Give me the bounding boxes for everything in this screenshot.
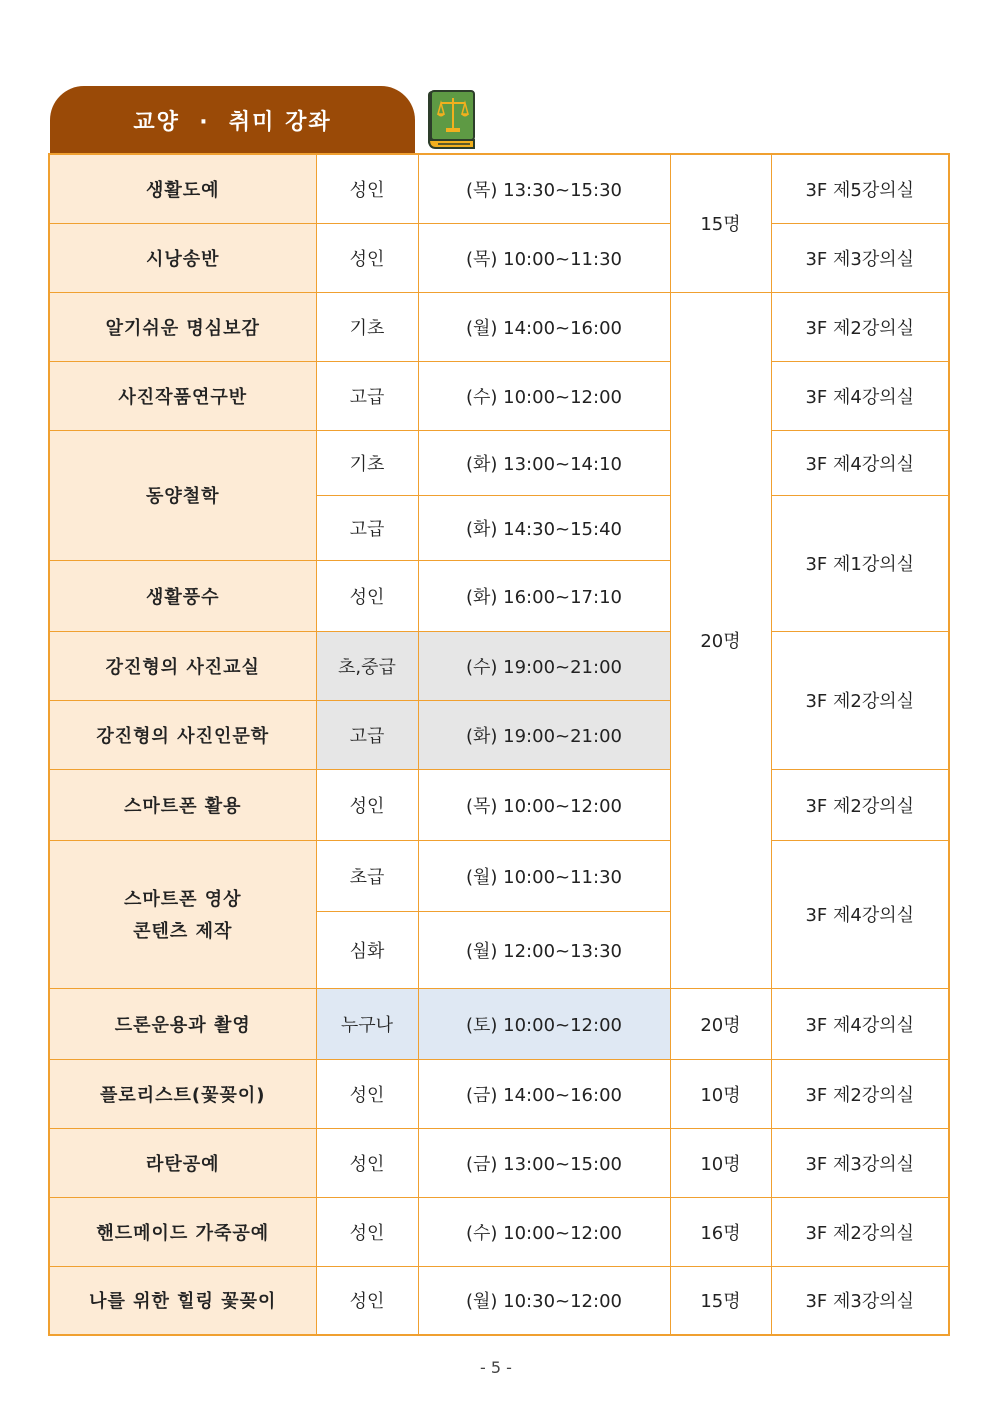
course-level: 기초: [316, 430, 418, 495]
course-level: 성인: [316, 1197, 418, 1266]
table-row: [49, 631, 949, 700]
course-capacity: 20명: [670, 292, 771, 988]
table-row: [49, 1197, 949, 1266]
course-level: 성인: [316, 769, 418, 840]
course-level: 성인: [316, 1059, 418, 1128]
course-room: 3F 제2강의실: [771, 631, 949, 769]
book-scales-icon: [426, 88, 478, 152]
course-room: 3F 제3강의실: [771, 223, 949, 292]
course-room: 3F 제2강의실: [771, 769, 949, 840]
course-room: 3F 제2강의실: [771, 1197, 949, 1266]
course-time: (수) 10:00~12:00: [418, 361, 670, 430]
course-room: 3F 제4강의실: [771, 988, 949, 1059]
course-time: (화) 16:00~17:10: [418, 560, 670, 631]
course-name: 강진형의 사진교실: [49, 631, 316, 700]
course-room: 3F 제3강의실: [771, 1266, 949, 1335]
table-row: [49, 988, 949, 1059]
course-room: 3F 제4강의실: [771, 361, 949, 430]
course-time: (월) 12:00~13:30: [418, 911, 670, 988]
course-room: 3F 제2강의실: [771, 1059, 949, 1128]
course-name: 생활풍수: [49, 560, 316, 631]
course-capacity: 15명: [670, 1266, 771, 1335]
course-capacity: 15명: [670, 154, 771, 292]
course-name: 시낭송반: [49, 223, 316, 292]
course-time: (금) 14:00~16:00: [418, 1059, 670, 1128]
table-row: [49, 840, 949, 911]
course-name: 라탄공예: [49, 1128, 316, 1197]
course-name: [49, 840, 316, 988]
course-level: 누구나: [316, 988, 418, 1059]
course-capacity: 16명: [670, 1197, 771, 1266]
section-title: 교양 · 취미 강좌: [133, 109, 332, 135]
course-level: 심화: [316, 911, 418, 988]
course-time: (월) 10:30~12:00: [418, 1266, 670, 1335]
course-name: 플로리스트(꽃꽂이): [49, 1059, 316, 1128]
section-title-tab: [50, 86, 415, 154]
course-name-line: 스마트폰 영상: [123, 889, 242, 910]
course-level: 고급: [316, 495, 418, 560]
course-room: 3F 제4강의실: [771, 430, 949, 495]
course-time: (목) 13:30~15:30: [418, 154, 670, 223]
course-time: (화) 13:00~14:10: [418, 430, 670, 495]
table-row: [49, 223, 949, 292]
course-time: (월) 10:00~11:30: [418, 840, 670, 911]
course-capacity: 10명: [670, 1059, 771, 1128]
course-name: 핸드메이드 가죽공예: [49, 1197, 316, 1266]
table-row: [49, 154, 949, 223]
course-level: 성인: [316, 1266, 418, 1335]
course-time: (목) 10:00~11:30: [418, 223, 670, 292]
course-room: 3F 제5강의실: [771, 154, 949, 223]
course-name: 알기쉬운 명심보감: [49, 292, 316, 361]
table-row: [49, 1266, 949, 1335]
course-level: 고급: [316, 700, 418, 769]
course-room: 3F 제2강의실: [771, 292, 949, 361]
table-row: [49, 1059, 949, 1128]
course-name: 사진작품연구반: [49, 361, 316, 430]
course-name: 드론운용과 촬영: [49, 988, 316, 1059]
table-row: [49, 1128, 949, 1197]
course-level: 성인: [316, 154, 418, 223]
course-time: (수) 10:00~12:00: [418, 1197, 670, 1266]
course-table: [48, 153, 950, 1336]
course-level: 초,중급: [316, 631, 418, 700]
course-time: (월) 14:00~16:00: [418, 292, 670, 361]
course-name: 동양철학: [49, 430, 316, 560]
course-room: 3F 제1강의실: [771, 495, 949, 631]
course-room: 3F 제3강의실: [771, 1128, 949, 1197]
course-level: 성인: [316, 223, 418, 292]
course-name: 강진형의 사진인문학: [49, 700, 316, 769]
course-level: 성인: [316, 1128, 418, 1197]
course-name: 나를 위한 힐링 꽃꽂이: [49, 1266, 316, 1335]
course-level: 고급: [316, 361, 418, 430]
course-time: (화) 19:00~21:00: [418, 700, 670, 769]
course-room: 3F 제4강의실: [771, 840, 949, 988]
course-capacity: 20명: [670, 988, 771, 1059]
table-row: [49, 430, 949, 495]
page-number: - 5 -: [480, 1358, 512, 1377]
course-name-line: 콘텐츠 제작: [133, 921, 233, 942]
course-name: 생활도예: [49, 154, 316, 223]
course-name: 스마트폰 활용: [49, 769, 316, 840]
table-row: [49, 292, 949, 361]
course-time: (화) 14:30~15:40: [418, 495, 670, 560]
table-row: [49, 361, 949, 430]
course-level: 성인: [316, 560, 418, 631]
course-capacity: 10명: [670, 1128, 771, 1197]
course-time: (목) 10:00~12:00: [418, 769, 670, 840]
course-time: (금) 13:00~15:00: [418, 1128, 670, 1197]
course-time: (수) 19:00~21:00: [418, 631, 670, 700]
course-level: 초급: [316, 840, 418, 911]
course-level: 기초: [316, 292, 418, 361]
course-time: (토) 10:00~12:00: [418, 988, 670, 1059]
table-row: [49, 769, 949, 840]
